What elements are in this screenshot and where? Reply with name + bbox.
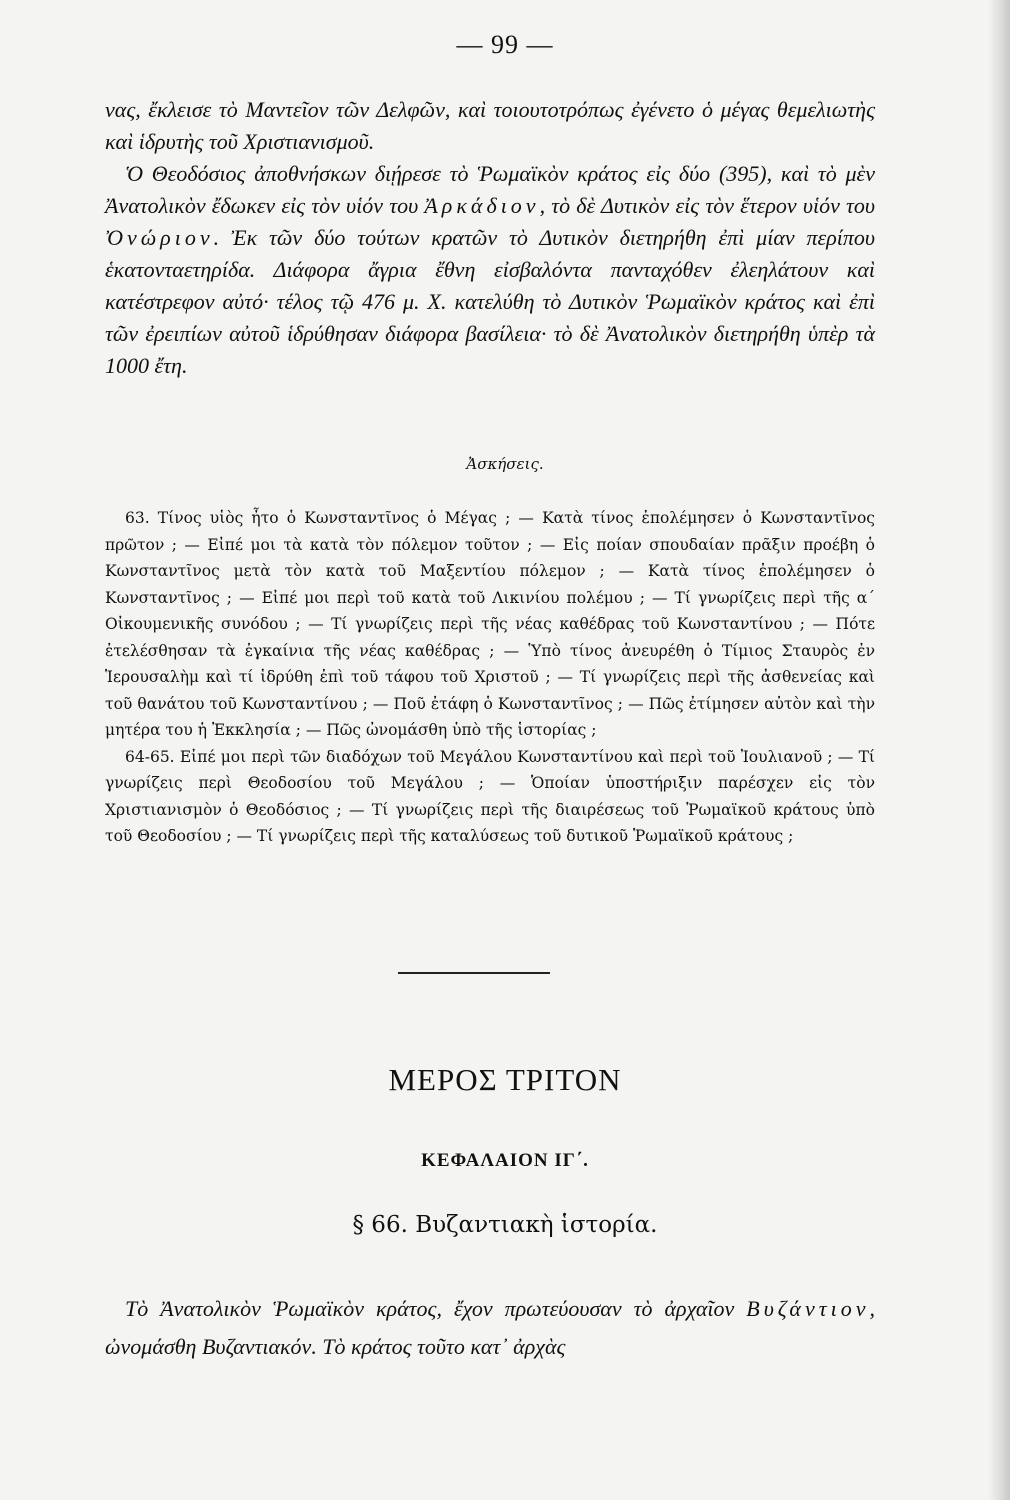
exercise-64-65: 64-65. Εἰπέ μοι περὶ τῶν διαδόχων τοῦ Μεγάλου Κωνσταντίνου καὶ περὶ τοῦ Ἰουλιανοῦ ; — Τί γνωρίζεις περὶ Θεοδοσίου τοῦ Μεγάλου ; — Ὁποίαν ὑποστήριξιν παρέσχεν εἰς τὸν Χριστιανισμὸν ὁ Θεοδόσιος ; — Τί γνωρίζεις περὶ τῆς διαιρέσεως τοῦ Ῥωμαϊκοῦ κράτους ὑπὸ τοῦ Θεοδοσίου ; — Τί γνωρίζεις περὶ τῆς καταλύσεως τοῦ δυτικοῦ Ῥωμαϊκοῦ κράτους ; bbox=[105, 747, 875, 845]
name-arkadios: Ἀρκάδιον bbox=[424, 193, 540, 218]
opening-paragraph bbox=[105, 1290, 875, 1366]
main-text bbox=[105, 94, 875, 382]
opening-part-b: , ὠνομάσθη Βυζαντιακόν. Τὸ κράτος τοῦτο κατ᾽ ἀρχὰς bbox=[105, 1296, 875, 1359]
exercises-heading: Ἀσκήσεις. bbox=[466, 455, 544, 473]
paragraph-2-part-a: Ὁ Θεοδόσιος ἀποθνήσκων διῄρεσε τὸ Ῥωμαϊκὸν κράτος εἰς δύο (395), καὶ τὸ μὲν Ἀνατολικὸν ἔδωκεν εἰς τὸν υἱόν του bbox=[105, 161, 875, 218]
section-divider bbox=[398, 972, 550, 974]
exercise-63: 63. Τίνος υἱὸς ἦτο ὁ Κωνσταντῖνος ὁ Μέγας ; — Κατὰ τίνος ἐπολέμησεν ὁ Κωνσταντῖνος πρῶτον ; — Εἰπέ μοι τὰ κατὰ τὸν πόλεμον τοῦτον ; — Εἰς ποίαν σπουδαίαν πρᾶξιν προέβη ὁ Κωνσταντῖνος μετὰ τὸν κατὰ τοῦ Μαξεντίου πόλεμον ; — Κατὰ τίνος ἐπολέμησεν ὁ Κωνσταντῖνος ; — Εἰπέ μοι περὶ τοῦ κατὰ τοῦ Λικινίου πολέμου ; — Τί γνωρίζεις περὶ τῆς α΄ Οἰκουμενικῆς συνόδου ; — Τί γνωρίζεις περὶ τῆς νέας καθέδρας τοῦ Κωνσταντίνου ; — Πότε ἐτελέσθησαν τὰ ἐγκαίνια τῆς νέας καθέδρας ; — Ὑπὸ τίνος ἀνευρέθη ὁ Τίμιος Σταυρὸς ἐν Ἱερουσαλὴμ καὶ τί ἱδρύθη ἐπὶ τοῦ τάφου τοῦ Χριστοῦ ; — Τί γνωρίζεις περὶ τῆς ἀσθενείας καὶ τοῦ θανάτου τοῦ Κωνσταντίνου ; — Ποῦ ἐτάφη ὁ Κωνσταντῖνος ; — Πῶς ἐτίμησεν αὐτὸν καὶ τὴν μητέρα του ἡ Ἐκκλησία ; — Πῶς ὠνομάσθη ὑπὸ τῆς ἱστορίας ; bbox=[105, 509, 875, 739]
paragraph-2-part-b: , τὸ δὲ Δυτικὸν εἰς τὸν ἕτερον υἱόν του bbox=[539, 193, 875, 218]
part-title: ΜΕΡΟΣ ΤΡΙΤΟΝ bbox=[388, 1062, 622, 1097]
section-title: § 66. Βυζαντιακὴ ἱστορία. bbox=[352, 1212, 658, 1238]
name-byzantion: Βυζάντιον bbox=[746, 1296, 870, 1321]
chapter-opening-text bbox=[105, 1290, 875, 1366]
chapter-title: ΚΕΦΑΛΑΙΟΝ ΙΓ΄. bbox=[421, 1150, 589, 1171]
opening-part-a: Τὸ Ἀνατολικὸν Ῥωμαϊκὸν κράτος, ἔχον πρωτεύουσαν τὸ ἀρχαῖον bbox=[125, 1296, 747, 1321]
page-number: — 99 — bbox=[456, 30, 554, 59]
main-paragraph-1: νας, ἔκλεισε τὸ Μαντεῖον τῶν Δελφῶν, καὶ τοιουτοτρόπως ἐγένετο ὁ μέγας θεμελιωτὴς καὶ ἱδρυτὴς τοῦ Χριστιανισμοῦ. bbox=[105, 97, 875, 154]
main-paragraph-2 bbox=[105, 158, 875, 382]
page-edge-shadow bbox=[988, 0, 1010, 1500]
name-honorios: Ὀνώριον bbox=[105, 225, 214, 250]
exercises-list bbox=[105, 505, 875, 850]
paragraph-2-part-c: . Ἐκ τῶν δύο τούτων κρατῶν τὸ Δυτικὸν διετηρήθη ἐπὶ μίαν περίπου ἑκατονταετηρίδα. Διάφορα ἄγρια ἔθνη εἰσβαλόντα πανταχόθεν ἐλεηλάτουν καὶ κατέστρεφον αὐτό· τέλος τῷ 476 μ. Χ. κατελύθη τὸ Δυτικὸν Ῥωμαϊκὸν κράτος καὶ ἐπὶ τῶν ἐρειπίων αὐτοῦ ἱδρύθησαν διάφορα βασίλεια· τὸ δὲ Ἀνατολικὸν διετηρήθη ὑπὲρ τὰ 1000 ἔτη. bbox=[105, 225, 875, 378]
